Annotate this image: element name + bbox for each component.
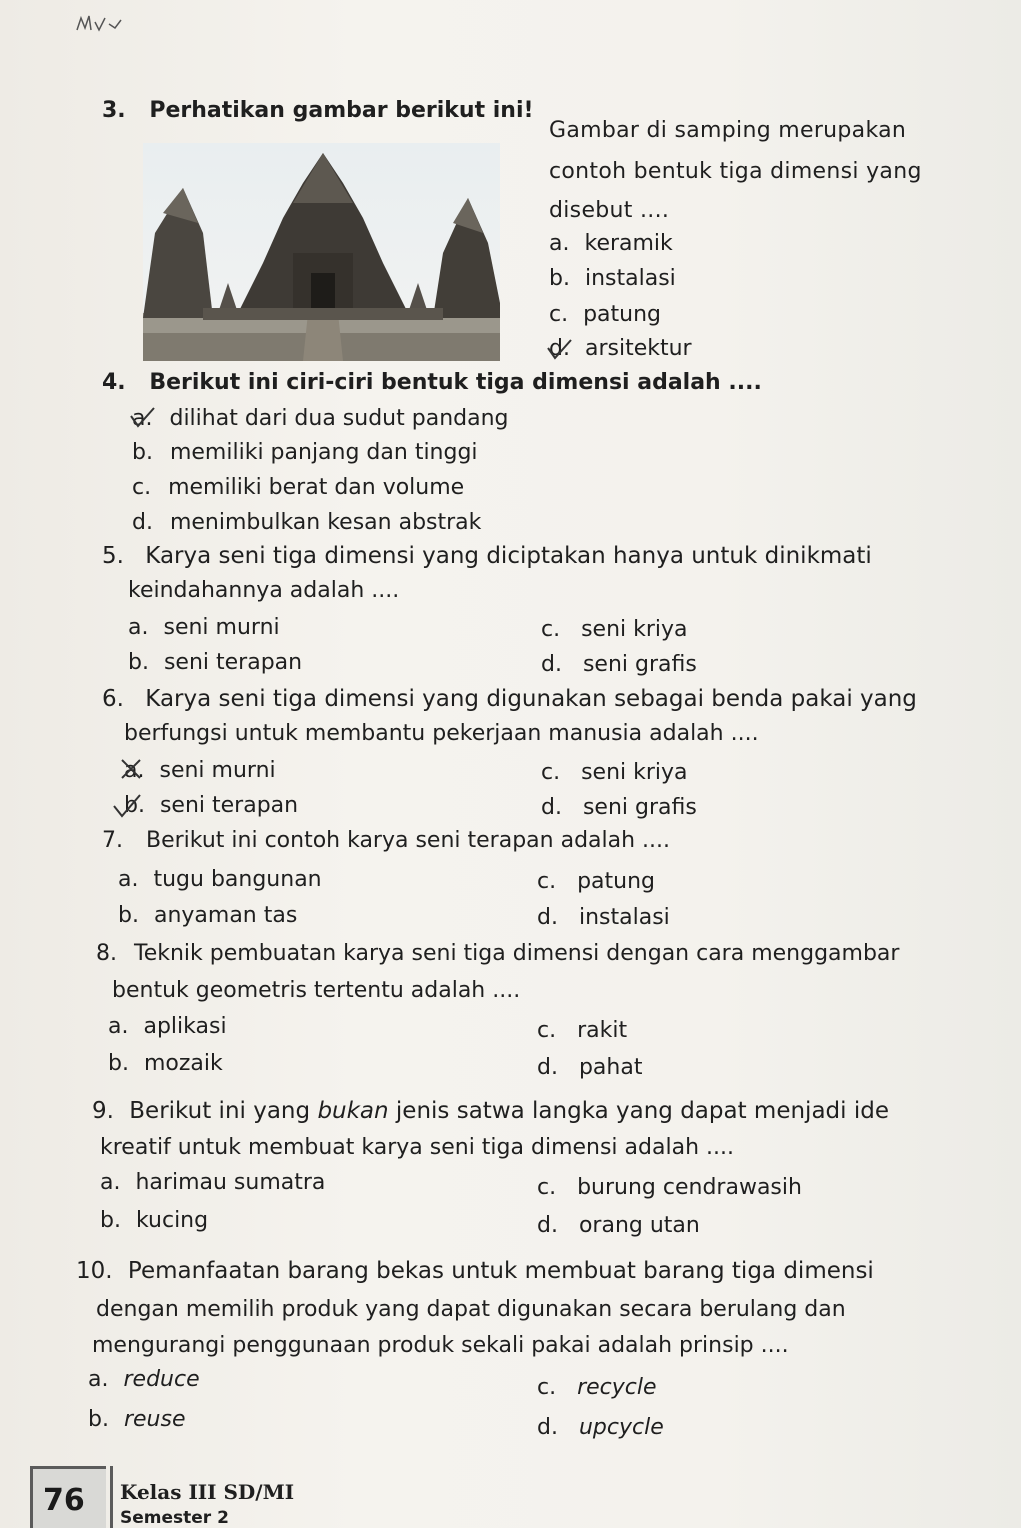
question-number: 10. (76, 1258, 113, 1284)
option-text: orang utan (578, 1213, 700, 1238)
option-letter: b. (118, 903, 139, 928)
option-letter: d. (132, 510, 153, 535)
q8-option-c[interactable] (537, 1016, 627, 1046)
q10-option-d[interactable] (537, 1413, 664, 1443)
q8-option-d[interactable] (537, 1053, 642, 1083)
q3-option-a[interactable] (549, 229, 673, 259)
question-number: 7. (102, 828, 123, 853)
option-text: seni grafis (582, 795, 697, 820)
q6-option-d[interactable] (541, 793, 697, 823)
q3-side-line-2: contoh bentuk tiga dimensi yang (549, 159, 922, 184)
page-number-box (30, 1466, 106, 1528)
question-stem-line-1: Karya seni tiga dimensi yang diciptakan hanya untuk dinikmati (145, 543, 872, 569)
option-letter: a. (100, 1170, 121, 1195)
temple-photo (143, 143, 500, 361)
option-letter: b. (128, 650, 149, 675)
option-letter: d. (549, 336, 570, 361)
q7-option-d[interactable] (537, 903, 670, 933)
question-stem-line-1: Teknik pembuatan karya seni tiga dimensi dengan cara menggambar (134, 941, 900, 966)
option-text: keramik (584, 231, 673, 256)
option-text: seni murni (163, 615, 280, 640)
question-stem-pre: Berikut ini yang (129, 1098, 311, 1124)
question-9 (92, 1096, 889, 1126)
option-letter: d. (541, 795, 562, 820)
option-text: patung (577, 869, 656, 894)
option-letter: c. (537, 1018, 557, 1043)
option-text: seni terapan (159, 793, 299, 818)
option-letter: c. (541, 760, 561, 785)
question-number: 4. (102, 370, 126, 395)
question-stem: Berikut ini ciri-ciri bentuk tiga dimensi adalah .... (149, 370, 762, 395)
question-stem-line-1: Karya seni tiga dimensi yang digunakan sebagai benda pakai yang (145, 686, 917, 712)
question-number: 8. (96, 941, 117, 966)
question-stem-emphasis: bukan (317, 1098, 389, 1124)
option-text: instalasi (578, 905, 670, 930)
option-letter: b. (108, 1051, 129, 1076)
option-letter: c. (537, 1375, 557, 1400)
question-6 (102, 684, 917, 714)
question-5 (102, 541, 872, 571)
option-letter: d. (541, 652, 562, 677)
option-letter: a. (132, 406, 153, 431)
question-9-line-2: kreatif untuk membuat karya seni tiga dimensi adalah .... (100, 1135, 734, 1160)
footer-semester-label: Semester 2 (120, 1508, 229, 1528)
q4-option-a[interactable] (132, 404, 509, 434)
option-text: seni grafis (582, 652, 697, 677)
question-number: 6. (102, 686, 124, 712)
q9-option-a[interactable] (100, 1168, 325, 1198)
option-text: kucing (135, 1208, 209, 1233)
option-text: patung (583, 302, 662, 327)
option-text: instalasi (584, 266, 676, 291)
answer-circle-mark (110, 792, 146, 820)
option-letter: d. (537, 1415, 558, 1440)
option-text: tugu bangunan (153, 867, 322, 892)
option-letter: d. (537, 1213, 558, 1238)
option-letter: d. (537, 1055, 558, 1080)
footer-class-label: Kelas III SD/MI (120, 1480, 295, 1504)
question-number: 5. (102, 543, 124, 569)
q10-option-a[interactable] (88, 1365, 200, 1395)
option-text: memiliki panjang dan tinggi (169, 440, 478, 465)
option-text: reuse (123, 1407, 186, 1432)
option-text: dilihat dari dua sudut pandang (169, 406, 509, 431)
option-letter: a. (108, 1014, 129, 1039)
q5-option-c[interactable] (541, 615, 688, 645)
q6-option-b[interactable] (124, 791, 298, 821)
option-text: harimau sumatra (135, 1170, 326, 1195)
option-letter: c. (132, 475, 152, 500)
option-text: seni kriya (581, 617, 688, 642)
option-text: aplikasi (143, 1014, 227, 1039)
q4-option-c[interactable] (132, 473, 464, 503)
option-text: recycle (577, 1375, 657, 1400)
question-4 (102, 368, 762, 398)
question-3 (102, 96, 534, 126)
answer-strike-mark (118, 756, 148, 782)
q3-option-b[interactable] (549, 264, 676, 294)
q9-option-b[interactable] (100, 1206, 208, 1236)
question-7 (102, 826, 670, 856)
option-letter: d. (537, 905, 558, 930)
question-8-line-2: bentuk geometris tertentu adalah .... (112, 978, 521, 1003)
q5-option-d[interactable] (541, 650, 697, 680)
option-text: burung cendrawasih (577, 1175, 802, 1200)
question-number: 3. (102, 98, 126, 123)
option-letter: c. (549, 302, 569, 327)
question-10-line-2: dengan memilih produk yang dapat digunakan secara berulang dan (96, 1297, 846, 1322)
option-text: seni terapan (163, 650, 303, 675)
question-stem-line-1: Pemanfaatan barang bekas untuk membuat barang tiga dimensi (127, 1258, 874, 1284)
option-letter: b. (100, 1208, 121, 1233)
q4-option-b[interactable] (132, 438, 478, 468)
q5-option-a[interactable] (128, 613, 280, 643)
q6-option-c[interactable] (541, 758, 688, 788)
option-text: mozaik (143, 1051, 223, 1076)
option-text: reduce (123, 1367, 200, 1392)
option-text: arsitektur (584, 336, 692, 361)
option-text: upcycle (578, 1415, 664, 1440)
question-stem: Perhatikan gambar berikut ini! (149, 98, 534, 123)
option-text: seni murni (159, 758, 276, 783)
answer-check-mark (545, 336, 575, 362)
option-text: seni kriya (581, 760, 688, 785)
option-text: rakit (577, 1018, 628, 1043)
option-text: anyaman tas (153, 903, 298, 928)
q4-option-d[interactable] (132, 508, 481, 538)
question-5-line-2: keindahannya adalah .... (128, 578, 400, 603)
footer-divider (110, 1466, 113, 1528)
option-letter: a. (128, 615, 149, 640)
question-8 (96, 939, 899, 969)
option-letter: b. (549, 266, 570, 291)
question-stem-post: jenis satwa langka yang dapat menjadi ide (395, 1098, 889, 1124)
option-text: pahat (578, 1055, 643, 1080)
q7-option-a[interactable] (118, 865, 322, 895)
q5-option-b[interactable] (128, 648, 302, 678)
q3-side-line-3: disebut .... (549, 198, 670, 223)
option-letter: a. (118, 867, 139, 892)
option-letter: a. (549, 231, 570, 256)
option-letter: c. (537, 1175, 557, 1200)
question-stem: Berikut ini contoh karya seni terapan adalah .... (146, 828, 671, 853)
option-letter: b. (88, 1407, 109, 1432)
option-letter: b. (124, 793, 145, 818)
answer-check-mark (128, 404, 158, 430)
question-number: 9. (92, 1098, 114, 1124)
question-10 (76, 1256, 874, 1286)
q8-option-b[interactable] (108, 1049, 223, 1079)
q9-option-c[interactable] (537, 1173, 802, 1203)
page-number: 76 (43, 1483, 85, 1518)
question-10-line-3: mengurangi penggunaan produk sekali pakai adalah prinsip .... (92, 1333, 789, 1358)
handwritten-scribble (75, 10, 135, 40)
option-text: menimbulkan kesan abstrak (169, 510, 482, 535)
q8-option-a[interactable] (108, 1012, 227, 1042)
option-letter: a. (88, 1367, 109, 1392)
q3-side-line-1: Gambar di samping merupakan (549, 118, 907, 143)
option-letter: c. (537, 869, 557, 894)
q10-option-b[interactable] (88, 1405, 186, 1435)
option-letter: b. (132, 440, 153, 465)
question-6-line-2: berfungsi untuk membantu pekerjaan manusia adalah .... (124, 721, 759, 746)
option-text: memiliki berat dan volume (168, 475, 465, 500)
q3-option-c[interactable] (549, 300, 661, 330)
option-letter: c. (541, 617, 561, 642)
option-letter: a. (124, 758, 145, 783)
q7-option-b[interactable] (118, 901, 297, 931)
q7-option-c[interactable] (537, 867, 655, 897)
q9-option-d[interactable] (537, 1211, 700, 1241)
q10-option-c[interactable] (537, 1373, 657, 1403)
